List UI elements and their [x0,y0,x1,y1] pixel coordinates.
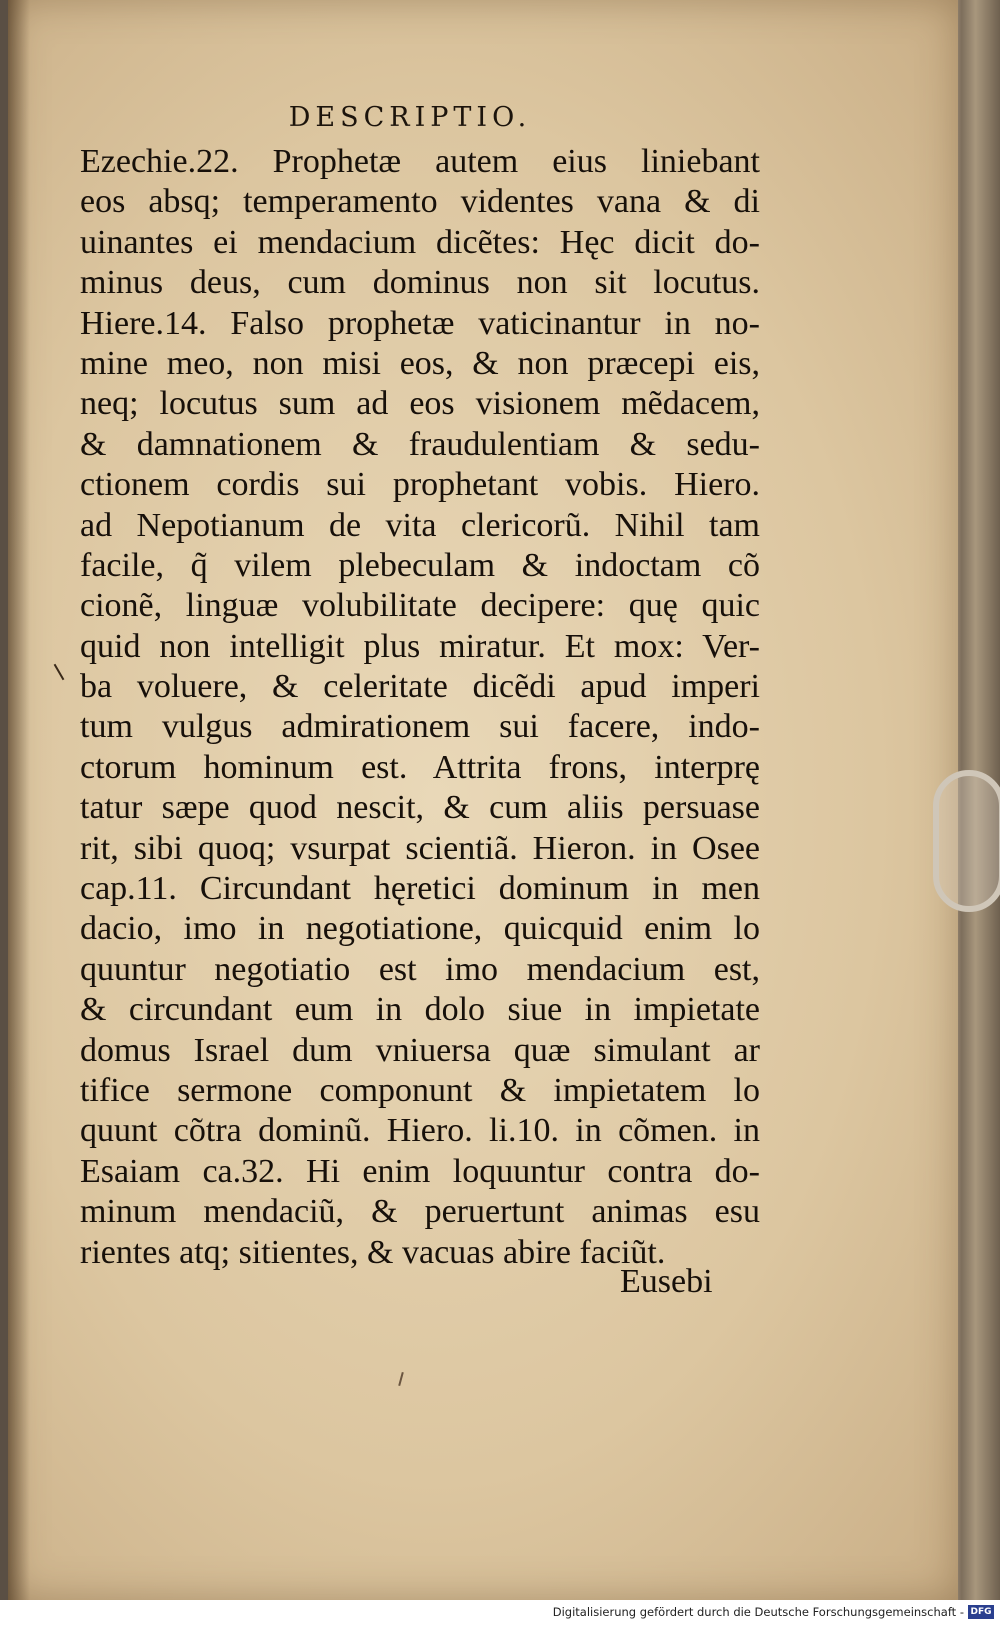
text-line: Ezechie.22. Prophetæ autem eius liniebant [80,143,760,180]
text-line: dacio, imo in negotiatione, quicquid enim lo [80,910,760,948]
text-line: & circundant eum in dolo siue in impietate [80,991,760,1029]
text-line: rit, sibi quoq; vsurpat scientiã. Hieron. in Osee [80,829,760,867]
text-line: mine meo, non misi eos, & non præcepi eis, [80,344,760,382]
text-line: Hiere.14. Falso prophetæ vaticinantur in no- [80,304,760,342]
text-line: ctionem cordis sui prophetant vobis. Hiero. [80,466,760,504]
text-line: quuntur negotiatio est imo mendacium est, [80,950,760,988]
body-text [80,142,760,1273]
text-line: cap.11. Circundant hęretici dominum in men [80,870,760,908]
footer-bar [0,1600,1000,1625]
catchword: Eusebi [620,1263,713,1300]
text-line: tatur sæpe quod nescit, & cum aliis persuase [80,789,760,827]
text-line: Esaiam ca.32. Hi enim loquuntur contra do- [80,1152,760,1190]
running-head: DESCRIPTIO. [288,102,532,133]
text-line: uinantes ei mendacium dicẽtes: Hęc dicit do- [80,223,760,261]
dfg-logo: DFG [968,1605,994,1619]
text-line: minum mendaciũ, & peruertunt animas esu [80,1193,760,1231]
text-line: ba voluere, & celeritate dicẽdi apud imperi [80,668,760,706]
text-line: rientes atq; sitientes, & vacuas abire faciũt. [80,1233,666,1271]
funding-credit: Digitalisierung gefördert durch die Deutsche Forschungsgemeinschaft - [552,1605,964,1619]
text-line: minus deus, cum dominus non sit locutus. [80,264,760,302]
text-line: facile, q̃ vilem plebeculam & indoctam cõ [80,546,760,584]
text-line: quid non intelligit plus miratur. Et mox: Ver- [80,627,760,665]
text-line: cionẽ, linguæ volubilitate decipere: quę quic [80,587,760,625]
text-line: tum vulgus admirationem sui facere, indo- [80,708,760,746]
text-line: & damnationem & fraudulentiam & sedu- [80,425,760,463]
clasp-ring [933,770,1000,912]
text-line: ad Nepotianum de vita clericorũ. Nihil tam [80,506,760,544]
text-line: domus Israel dum vniuersa quæ simulant ar [80,1031,760,1069]
text-line: eos absq; temperamento videntes vana & di [80,183,760,221]
binding-shadow [8,0,30,1600]
text-line: tifice sermone componunt & impietatem lo [80,1071,760,1109]
text-line: quunt cõtra dominũ. Hiero. li.10. in cõmen. in [80,1112,760,1150]
text-line: neq; locutus sum ad eos visionem mẽdacem, [80,385,760,423]
text-line: ctorum hominum est. Attrita frons, interprę [80,748,760,786]
